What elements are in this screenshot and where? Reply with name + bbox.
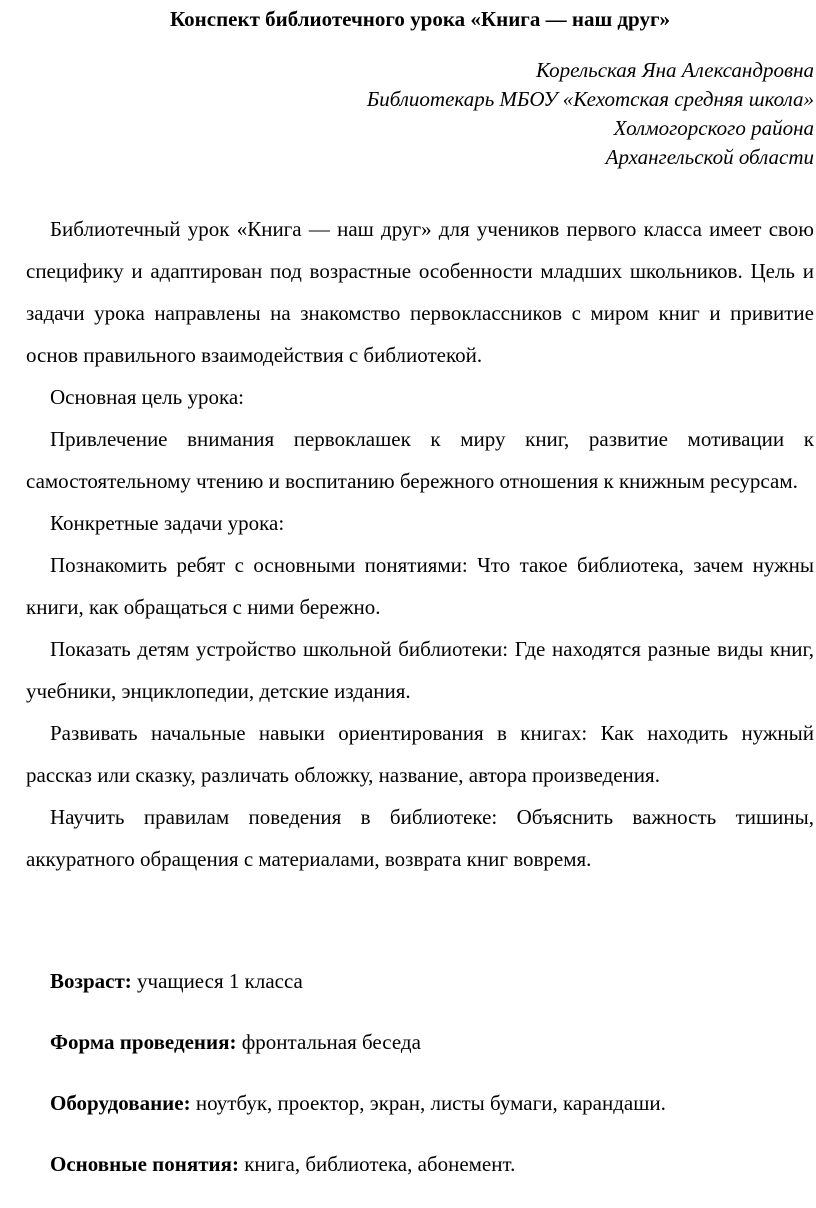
paragraph-goal: Привлечение внимания первоклашек к миру книг, развитие мотивации к самостоятельному чтению и воспитанию бережного отношения к книжным ресурсам.: [26, 427, 814, 493]
meta-form: [26, 1027, 814, 1057]
document-title: Конспект библиотечного урока «Книга — наш друг»: [169, 7, 670, 31]
meta-form-value: фронтальная беседа: [236, 1030, 421, 1054]
author-district: Холмогорского района: [613, 116, 814, 140]
paragraph-goal-heading: Основная цель урока:: [50, 385, 245, 409]
author-position: Библиотекарь МБОУ «Кехотская средняя школа»: [366, 87, 814, 111]
meta-concepts: [26, 1149, 814, 1179]
paragraph-intro: Библиотечный урок «Книга — наш друг» для учеников первого класса имеет свою специфику и адаптирован под возрастные особенности младших школьников. Цель и задачи урока направлены на знакомство первоклассников с миром книг и привитие основ правильного взаимодействия с библиотекой.: [26, 217, 814, 367]
paragraph-task-1: Познакомить ребят с основными понятиями: Что такое библиотека, зачем нужны книги, как обращаться с ними бережно.: [26, 553, 814, 619]
meta-age: [26, 966, 814, 996]
meta-equipment-value: ноутбук, проектор, экран, листы бумаги, карандаши.: [190, 1091, 666, 1115]
author-region: Архангельской области: [605, 145, 814, 169]
meta-form-label: Форма проведения:: [50, 1030, 237, 1054]
meta-equipment-label: Оборудование:: [50, 1091, 191, 1115]
paragraph-tasks-heading: Конкретные задачи урока:: [50, 511, 285, 535]
meta-age-label: Возраст:: [50, 969, 132, 993]
author-block: [26, 56, 814, 172]
paragraph-task-3: Развивать начальные навыки ориентирования в книгах: Как находить нужный рассказ или сказку, различать обложку, название, автора произведения.: [26, 721, 814, 787]
meta-concepts-value: книга, библиотека, абонемент.: [238, 1152, 516, 1176]
meta-age-value: учащиеся 1 класса: [131, 969, 303, 993]
author-name: Корельская Яна Александровна: [536, 58, 814, 82]
paragraph-task-2: Показать детям устройство школьной библиотеки: Где находятся разные виды книг, учебники, энциклопедии, детские издания.: [26, 637, 814, 703]
meta-equipment: [26, 1088, 814, 1118]
document-body: [26, 208, 814, 880]
paragraph-task-4: Научить правилам поведения в библиотеке: Объяснить важность тишины, аккуратного обращения с материалами, возврата книг вовремя.: [26, 805, 814, 871]
meta-concepts-label: Основные понятия:: [50, 1152, 239, 1176]
